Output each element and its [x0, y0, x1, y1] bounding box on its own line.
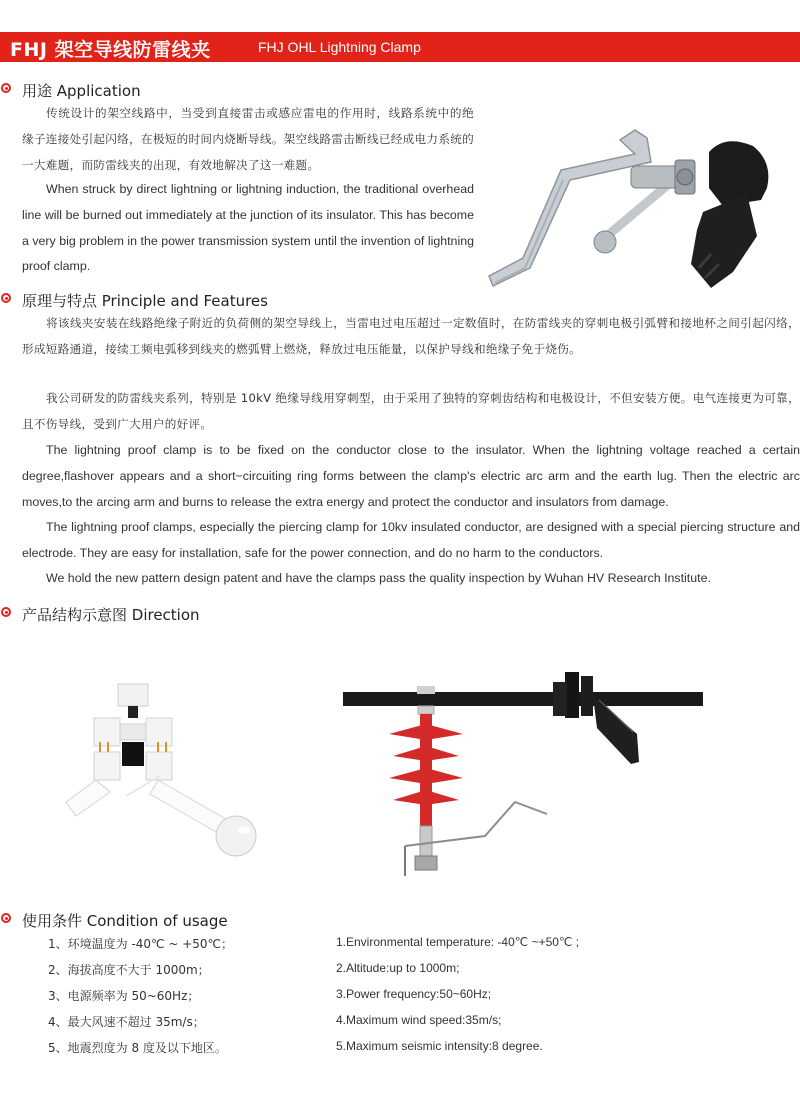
principle-heading: 原理与特点 Principle and Features — [22, 292, 268, 310]
installation-diagram — [335, 670, 715, 885]
principle-text-cn-1: 将该线夹安装在线路绝缘子附近的负荷侧的架空导线上，当雷电过电压超过一定数值时，在防雷线夹的穿刺电极引弧臂和接地杯之间引起闪络，形成短路通道，接续工频电弧移到线夹的燃弧臂上燃烧，释放过电压能量，以保护导线和绝缘子免于烧伤。 — [22, 316, 800, 356]
condition-cn-1: 1、环境温度为 -40℃ ~ +50℃； — [48, 937, 234, 951]
condition-cn-2: 2、海拔高度不大于 1000m； — [48, 963, 210, 977]
title-banner — [0, 32, 800, 62]
conductor-line — [343, 692, 703, 706]
ball-electrode-icon — [594, 231, 616, 253]
condition-en-2: 2.Altitude:up to 1000m; — [336, 961, 460, 975]
condition-cn-5: 5、地震烈度为 8 度及以下地区。 — [48, 1041, 227, 1055]
bullet-icon — [1, 913, 11, 923]
conditions-heading: 使用条件 Condition of usage — [22, 912, 228, 930]
condition-cn-4: 4、最大风速不超过 35m/s； — [48, 1015, 205, 1029]
condition-en-1: 1.Environmental temperature: -40℃ ~+50℃ ; — [336, 935, 580, 949]
condition-en-5: 5.Maximum seismic intensity:8 degree. — [336, 1039, 543, 1053]
application-text-cn: 传统设计的架空线路中，当受到直接雷击或感应雷电的作用时，线路系统中的绝缘子连接处引起闪络，在极短的时间内烧断导线。架空线路雷击断线已经成电力系统的一大难题，而防雷线夹的出现，有效地解决了这一难题。 — [22, 106, 474, 172]
clamp-structure-diagram — [60, 680, 265, 880]
direction-heading: 产品结构示意图 Direction — [22, 606, 200, 624]
condition-cn-3: 3、电源频率为 50~60Hz； — [48, 989, 200, 1003]
clamp-photo — [485, 118, 785, 298]
condition-en-3: 3.Power frequency:50~60Hz; — [336, 987, 492, 1001]
condition-en-4: 4.Maximum wind speed:35m/s; — [336, 1013, 502, 1027]
bullet-icon — [1, 607, 11, 617]
application-heading: 用途 Application — [22, 82, 141, 100]
principle-text-en-3: We hold the new pattern design patent and have the clamps pass the quality inspection by Wuhan HV Research Institute. — [46, 571, 711, 585]
page-title-cn: FHJ 架空导线防雷线夹 — [10, 39, 211, 61]
page-title-en: FHJ OHL Lightning Clamp — [258, 39, 421, 55]
bullet-icon — [1, 293, 11, 303]
principle-text-cn-2: 我公司研发的防雷线夹系列，特别是 10kV 绝缘导线用穿刺型，由于采用了独特的穿刺齿结构和电极设计，不但安装方便。电气连接更为可靠，且不伤导线，受到广大用户的好评。 — [22, 391, 800, 431]
principle-text-en-1: The lightning proof clamp is to be fixed on the conductor close to the insulator. When the lightning voltage reached a certain degree,flashover appears and a short−circuiting ring forms between the clamp's electric arc arm and the earth lug. Then the electric arc moves,to the arcing arm and burns to release the extra energy and protect the conductor and insulators from damage. — [22, 443, 800, 509]
principle-text-en-2: The lightning proof clamps, especially the piercing clamp for 10kv insulated conductor, are designed with a special piercing structure and electrode. They are easy for installation, safe for the power connection, and do no harm to the conductors. — [22, 520, 800, 560]
application-text-en: When struck by direct lightning or lightning induction, the traditional overhead line will be burned out immediately at the junction of its insulator. This has become a very big problem in the power transmission system until the invention of lightning proof clamp. — [22, 182, 474, 274]
bullet-icon — [1, 83, 11, 93]
